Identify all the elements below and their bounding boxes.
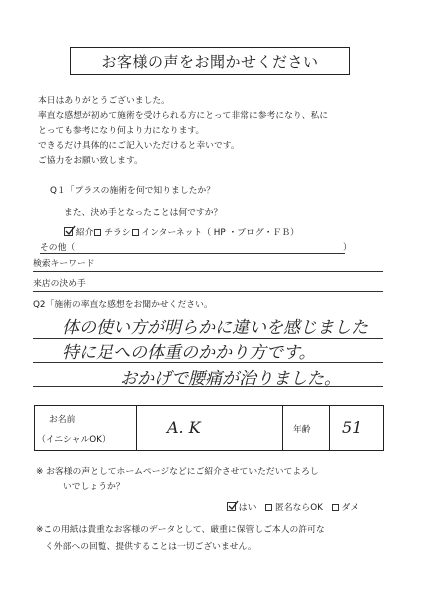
checkbox-referral-trail[interactable] [94, 229, 101, 236]
q1-question: Q１「プラスの施術を何で知りましたか？ [50, 186, 216, 196]
name-sub-label: （イニシャルOK） [37, 435, 111, 445]
form-title [70, 47, 350, 75]
check-mark-icon [228, 500, 239, 511]
name-value[interactable]: A. K [167, 418, 201, 437]
checkbox-anonymous[interactable] [265, 504, 272, 511]
decision-underline[interactable] [33, 291, 383, 292]
intro-line: ご協力をお願い致します。 [38, 156, 143, 166]
option-flyer: チラシ [104, 228, 131, 238]
checked-box-icon[interactable] [64, 227, 73, 236]
table-divider [136, 406, 137, 450]
q2-answer-line: おかげで腰痛が治りました。 [120, 369, 341, 389]
checked-box-icon[interactable] [227, 502, 236, 511]
keyword-label: 検索キーワード [33, 259, 95, 269]
footer-note: ※この用紙は貴重なお客様のデータとして、厳重に保管しご本人の許可な [36, 525, 325, 535]
intro-text [38, 94, 328, 169]
q2-answer-line: 体の使い方が明らかに違いを感じました [62, 318, 368, 338]
name-label: お名前 [49, 415, 76, 425]
q2-question: Q2「施術の率直な感想をお聞かせください。 [33, 300, 213, 310]
check-mark-icon [65, 225, 76, 236]
q2-answer-line: 特に足への体重のかかり方です。 [62, 343, 316, 363]
consent-options [227, 500, 359, 513]
consent-question-cont: いでしょうか？ [63, 482, 125, 492]
intro-line: できるだけ具体的にご記入いただけると幸いです。 [38, 141, 240, 151]
table-divider [329, 406, 330, 450]
answer-rule [33, 386, 383, 387]
q1-sub-question: また、決め手となったことは何ですか？ [64, 208, 223, 218]
q1-options [64, 225, 299, 238]
checkbox-no[interactable] [332, 504, 339, 511]
age-label: 年齢 [293, 425, 311, 435]
keyword-underline[interactable] [33, 271, 383, 272]
consent-option-anonymous: 匿名ならOK [275, 503, 323, 513]
other-label: その他（ [40, 243, 76, 253]
form-title-text: お客様の声をお聞かせください [101, 52, 319, 71]
intro-line: 本日はありがとうございました。 [38, 96, 170, 106]
footer-note-cont: く外部への回覧、提供することは一切ございません。 [45, 542, 257, 552]
intro-line: とっても参考になり何より力になります。 [38, 126, 205, 136]
other-close: ） [343, 243, 352, 253]
consent-option-no: ダメ [341, 503, 360, 513]
name-age-table [34, 405, 384, 451]
option-internet: インターネット（ HP ・ブログ・ＦＢ） [141, 228, 299, 238]
table-divider [282, 406, 283, 450]
consent-option-yes: はい [238, 503, 257, 513]
intro-line: 率直な感想が初めて施術を受けられる方にとって非常に参考になり、私に [38, 111, 329, 121]
decision-label: 来店の決め手 [33, 279, 86, 289]
answer-rule [33, 362, 383, 363]
other-underline[interactable] [40, 253, 345, 254]
checkbox-flyer[interactable] [132, 229, 139, 236]
option-referral: 紹介 [75, 228, 94, 238]
consent-question: ※ お客様の声としてホームページなどにご紹介させていただいてよろし [36, 467, 319, 477]
age-value[interactable]: 51 [342, 418, 363, 437]
